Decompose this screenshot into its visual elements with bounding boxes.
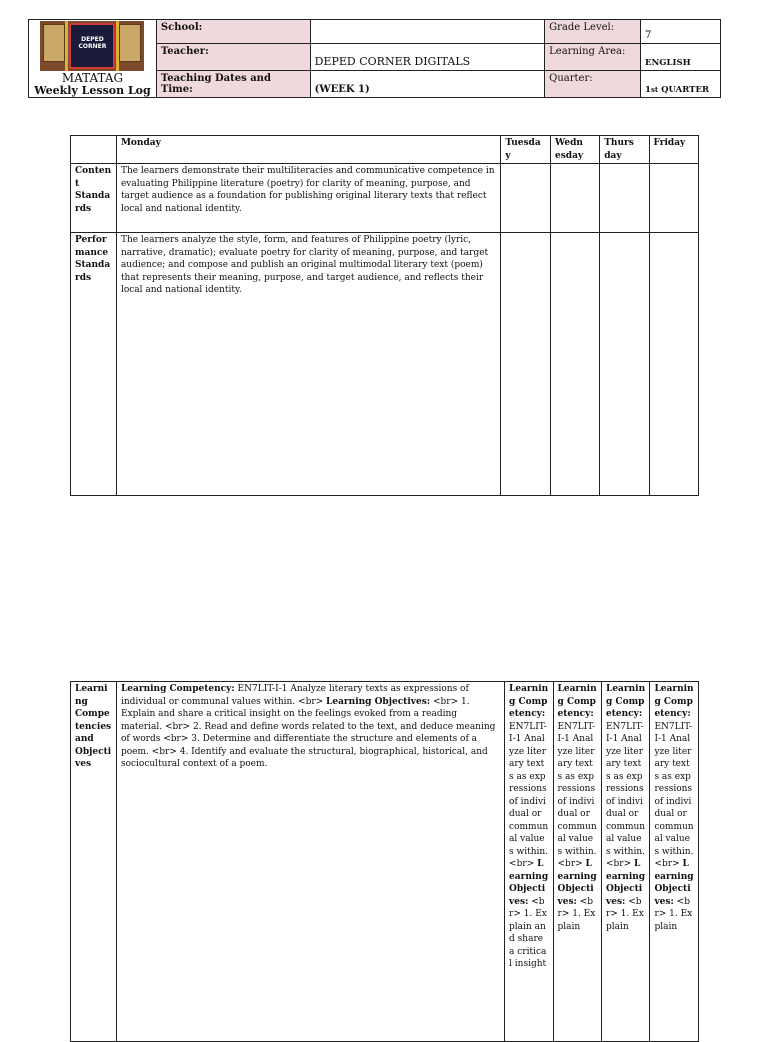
competencies-table [70, 681, 699, 1042]
wednesday-competency-label: Learning Competency: [557, 684, 597, 719]
performance-standards-tuesday [501, 233, 551, 496]
friday-objectives-label: Learning Objectives: [654, 859, 694, 907]
logo-left-figure [43, 24, 65, 62]
competencies-tuesday [505, 682, 553, 1042]
quarter-value [641, 70, 721, 97]
logo-subtitle: Weekly Lesson Log [34, 84, 151, 97]
grade-level-value: 7 [641, 20, 721, 44]
content-standards-friday [649, 164, 698, 233]
logo-title: MATATAG [61, 71, 124, 85]
grade-level-label: Grade Level: [545, 20, 641, 44]
competencies-monday [116, 682, 504, 1042]
quarter-text: QUARTER [661, 85, 710, 95]
competencies-row [71, 682, 699, 1042]
content-standards-thursday [600, 164, 649, 233]
day-header-tuesday: Tuesda y [501, 136, 551, 164]
teacher-label: Teacher: [156, 44, 310, 70]
thursday-competency-label: Learning Competency: [605, 684, 646, 719]
day-header-thursday: Thurs day [600, 136, 649, 164]
tuesday-objectives-label: Learning Objectives: [509, 859, 549, 907]
content-standards-tuesday [501, 164, 551, 233]
logo-badge-text: DEPED CORNER [78, 36, 107, 50]
logo-badge [69, 23, 115, 69]
day-header-monday: Monday [116, 136, 500, 164]
logo-stripe-right [116, 21, 119, 71]
quarter-suffix: st [650, 85, 659, 94]
learning-area-value: ENGLISH [641, 44, 721, 70]
competencies-friday [650, 682, 699, 1042]
content-standards-row [71, 164, 699, 233]
performance-standards-row [71, 233, 699, 496]
tuesday-competency-text: EN7LIT-I-1 Analyze literary texts as expressions of individual or communal values within. <br> [509, 721, 549, 869]
logo-right-figure [119, 24, 141, 62]
school-value [310, 20, 545, 44]
friday-competency-text: EN7LIT-I-1 Analyze literary texts as expressions of individual or communal values within. <br> [654, 721, 694, 869]
performance-standards-label: Perfor mance Standa rds [71, 233, 117, 496]
monday-competency-text: EN7LIT-I-1 Analyze literary texts as expressions of individual or communal values within. <br> [120, 684, 469, 707]
friday-competency-label: Learning Competency: [654, 684, 694, 719]
thursday-objectives-text: <br> 1. Explain [605, 896, 644, 932]
teaching-dates-value: (WEEK 1) [310, 70, 545, 97]
quarter-number: 1 [645, 85, 651, 95]
competencies-wednesday [553, 682, 601, 1042]
day-header-wednesday: Wedn esday [551, 136, 600, 164]
content-standards-monday: The learners demonstrate their multiliteracies and communicative competence in evaluating Philippine literature (poetry) for clarity of meaning, purpose, and target audience as a foundation for publishing original literary texts that reflect local and national identity. [116, 164, 500, 233]
monday-competency-label: Learning Competency: [120, 684, 235, 694]
friday-objectives-text: <br> 1. Explain [654, 896, 693, 932]
quarter-label: Quarter: [545, 70, 641, 97]
lesson-log-header [28, 19, 721, 98]
tuesday-objectives-text: <br> 1. Explain and share a critical insight [509, 896, 547, 969]
day-header-friday: Friday [649, 136, 698, 164]
logo-stripe-left [65, 21, 68, 71]
monday-objectives-text: <br> 1. Explain and share a critical insight on the feelings evoked from a reading material. <br> 2. Read and define words related to the text, and deduce meaning of words <br> 3. Determine and differentiate the structure and elements of a poem. <br> 4. Identify and evaluate the structural, biographical, historical, and sociocultural context of a poem. [120, 696, 496, 769]
logo-cell [29, 20, 157, 98]
competencies-label: Learni ng Compe tencies and Objecti ves [71, 682, 117, 1042]
competencies-thursday [601, 682, 649, 1042]
content-standards-wednesday [551, 164, 600, 233]
teacher-value: DEPED CORNER DIGITALS [310, 44, 545, 70]
deped-corner-logo [40, 21, 144, 71]
wednesday-competency-text: EN7LIT-I-1 Analyze literary texts as expressions of individual or communal values within. <br> [557, 721, 597, 869]
wednesday-objectives-label: Learning Objectives: [557, 859, 597, 907]
thursday-competency-text: EN7LIT-I-1 Analyze literary texts as expressions of individual or communal values within. <br> [605, 721, 646, 869]
standards-table [70, 135, 699, 496]
school-label: School: [156, 20, 310, 44]
performance-standards-monday: The learners analyze the style, form, and features of Philippine poetry (lyric, narrative, dramatic); evaluate poetry for clarity of meaning, purpose, and target audience; and compose and publish an original multimodal literary text (poem) that represents their meaning, purpose, and target audience, and reflects their local and national identity. [116, 233, 500, 496]
tuesday-competency-label: Learning Competency: [509, 684, 549, 719]
thursday-objectives-label: Learning Objectives: [605, 859, 646, 907]
teaching-dates-label: Teaching Dates and Time: [156, 70, 310, 97]
corner-cell [71, 136, 117, 164]
monday-objectives-label: Learning Objectives: [326, 696, 431, 707]
performance-standards-friday [649, 233, 698, 496]
day-header-row [71, 136, 699, 164]
performance-standards-wednesday [551, 233, 600, 496]
wednesday-objectives-text: <br> 1. Explain [557, 896, 596, 932]
performance-standards-thursday [600, 233, 649, 496]
content-standards-label: Conten t Standa rds [71, 164, 117, 233]
learning-area-label: Learning Area: [545, 44, 641, 70]
